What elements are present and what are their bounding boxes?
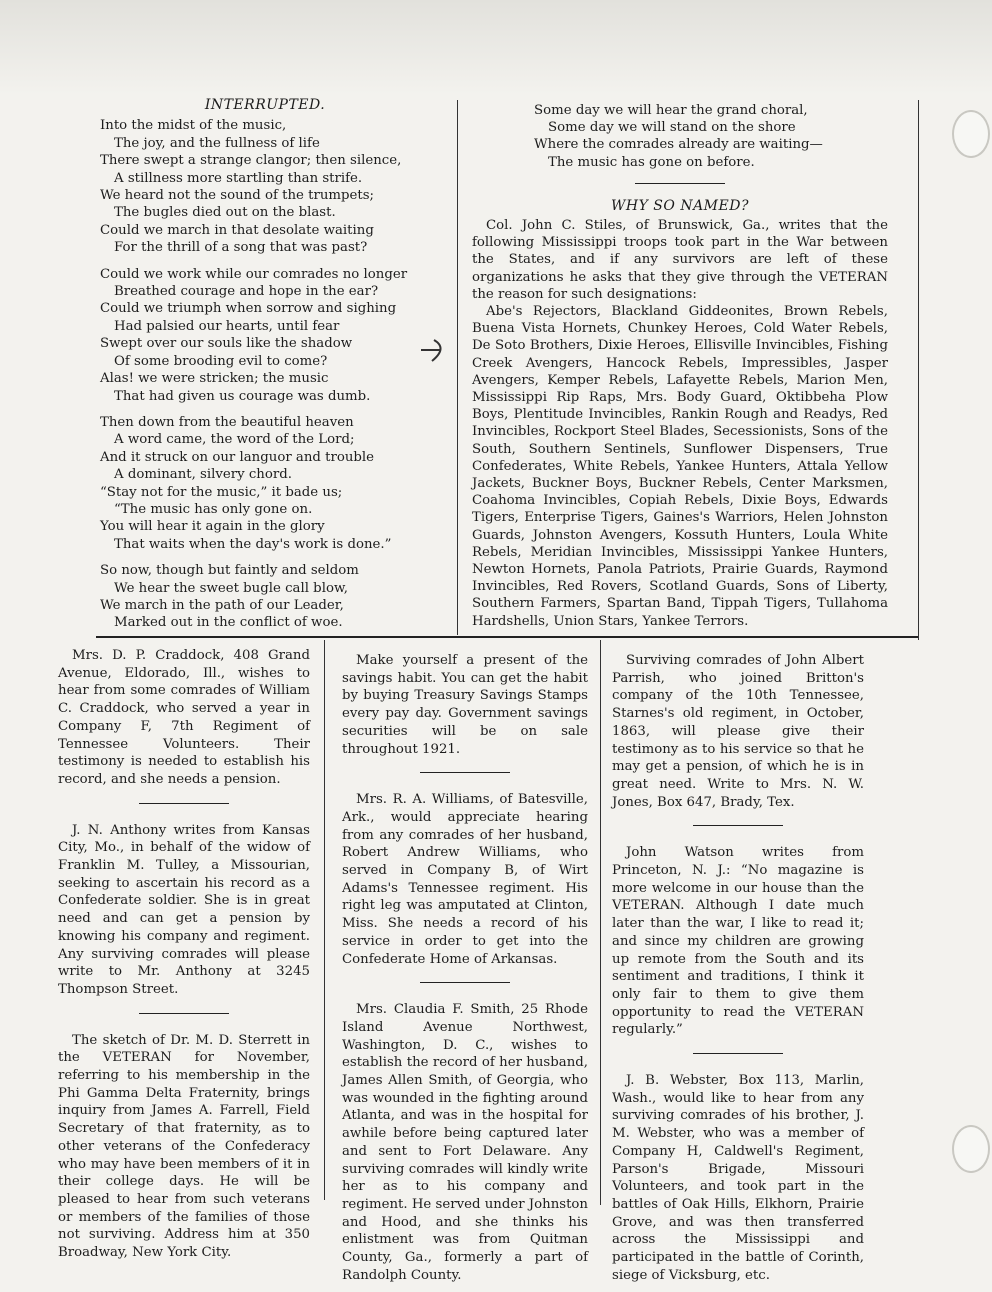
why-so-named-list: Abe's Rejectors, Blackland Giddeonites, Brown Rebels, Buena Vista Hornets, Chunkey Heroes, Cold Water Rebels, De Soto Brothers, Dixie Heroes, Ellisville Invincibles, Fishing Creek Avengers, Hancock Rebels, Impressibles, Jasper Avengers, Kemper Rebels, Lafayette Rebels, Marion Men, Mississippi Rip Raps, Mrs. Body Guard, Oktibbeha Plow Boys, Plentitude Invincibles, Rankin Rough and Readys, Red Invincibles, Rockport Steel Blades, Secessionists, Sons of the South, Southern Sentinels, Sunflower Dispensers, True Confederates, White Rebels, Yankee Hunters, Attala Yellow Jackets, Buckner Boys, Buckner Rebels, Center Marksmen, Coahoma Invincibles, Copiah Rebels, Dixie Boys, Edwards Tigers, Enterprise Tigers, Gaines's Warriors, Helen Johnston Guards, Johnston Avengers, Kossuth Hunters, Loula White Rebels, Meridian Invincibles, Mississippi Yankee Hunters, Newton Hornets, Panola Patriots, Prairie Guards, Raymond Invincibles, Red Rovers, Scotland Guards, Sons of Liberty, Southern Farmers, Spartan Band, Tippah Tigers, Tullahoma Hardshells, Union Stars, Yankee Terrors. — [472, 304, 888, 629]
left-notices-column — [58, 647, 310, 1262]
poem-stanza — [100, 117, 430, 256]
notice-paragraph: Mrs. Claudia F. Smith, 25 Rhode Island Avenue Northwest, Washington, D. C., wishes to establish the record of her husband, James Allen Smith, of Georgia, who was wounded in the fighting around Atlanta, and was in the hospital for awhile before being captured later and sent to Fort Delaware. Any surviving comrades will kindly write her as to his company and regiment. He served under Johnston and Hood, and she thinks his enlistment was from Quitman County, Ga., formerly a part of Randolph County. — [342, 1002, 588, 1283]
section-divider — [96, 636, 918, 638]
notice-paragraph: The sketch of Dr. M. D. Sterrett in the VETERAN for November, referring to his membership in the Phi Gamma Delta Fraternity, brings inquiry from James A. Farrell, Field Secretary of that fraternity, as to other veterans of the Confederacy who may have been members of it in their college days. He will be pleased to hear from such veterans or members of the families of those not surviving. Address him at 350 Broadway, New York City. — [58, 1032, 310, 1261]
poem-line: “Stay not for the music,” it bade us; — [100, 484, 343, 500]
poem-line: Could we march in that desolate waiting — [100, 222, 374, 238]
poem-line: Where the comrades already are waiting— — [534, 137, 823, 153]
poem-line: There swept a strange clangor; then silence, — [100, 153, 402, 169]
notice-divider — [420, 982, 510, 983]
poem-title: INTERRUPTED. — [204, 97, 326, 113]
poem-line: You will hear it again in the glory — [100, 519, 325, 535]
poem-continued — [472, 102, 888, 171]
poem-stanza — [100, 562, 430, 632]
pencil-arrow-mark — [418, 336, 452, 364]
right-column — [472, 102, 888, 630]
poem-line: Some day we will stand on the shore — [548, 120, 796, 136]
poem-stanza — [100, 266, 430, 405]
notice-paragraph: Mrs. D. P. Craddock, 408 Grand Avenue, Eldorado, Ill., wishes to hear from some comrades of William C. Craddock, who served a year in Company F, 7th Regiment of Tennessee Volunteers. Their testimony is needed to establish his record, and she needs a pension. — [58, 648, 310, 787]
poem-stanza — [100, 414, 430, 553]
why-so-named-title: WHY SO NAMED? — [611, 197, 749, 214]
poem-line: The joy, and the fullness of life — [114, 135, 320, 151]
notice-paragraph: Make yourself a present of the savings habit. You can get the habit by buying Treasury Savings Stamps every pay day. Government savings securities will be on sale throughout 1921. — [342, 653, 588, 757]
poem-interrupted — [100, 97, 430, 641]
binder-hole — [952, 110, 990, 158]
poem-line: Then down from the beautiful heaven — [100, 414, 354, 430]
notice-paragraph: J. N. Anthony writes from Kansas City, Mo., in behalf of the widow of Franklin M. Tulley, a Missourian, seeking to ascertain his record as a Confederate soldier. She is in great need and can get a pension by knowing his company and regiment. Any surviving comrades will please write to Mr. Anthony at 3245 Thompson Street. — [58, 822, 310, 997]
notice-paragraph: Surviving comrades of John Albert Parrish, who joined Britton's company of the 10th Tennessee, Starnes's old regiment, in October, 1863, will please give their testimony as to his service so that he may get a pension, of which he is in great need. Write to Mrs. N. W. Jones, Box 647, Brady, Tex. — [612, 653, 864, 810]
notice-paragraph: Mrs. R. A. Williams, of Batesville, Ark., would appreciate hearing from any comrades of her husband, Robert Andrew Williams, who served in Company B, of Wirt Adams's Tennessee regiment. His right leg was amputated at Clinton, Miss. She needs a record of his service in order to get into the Confederate Home of Arkansas. — [342, 792, 588, 967]
poem-line: We hear the sweet bugle call blow, — [114, 580, 348, 596]
page-border-right — [918, 100, 919, 640]
scan-shadow — [0, 0, 992, 95]
poem-line: Had palsied our hearts, until fear — [114, 318, 340, 334]
poem-line: Could we work while our comrades no longer — [100, 266, 408, 282]
poem-line: “The music has only gone on. — [114, 501, 313, 517]
notice-paragraph: J. B. Webster, Box 113, Marlin, Wash., would like to hear from any surviving comrades of his brother, J. M. Webster, who was a member of Company H, Caldwell's Regiment, Parson's Brigade, Missouri Volunteers, and took part in the battles of Oak Hills, Elkhorn, Prairie Grove, and was then transferred across the Mississippi and participated in the battle of Corinth, siege of Vicksburg, etc. — [612, 1073, 864, 1283]
notice-divider — [693, 825, 783, 826]
column-divider — [457, 100, 458, 635]
poem-stanzas — [100, 117, 430, 631]
poem-line: For the thrill of a song that was past? — [114, 240, 368, 256]
why-so-named-intro: Col. John C. Stiles, of Brunswick, Ga., writes that the following Mississippi troops took part in the War between the States, and if any survivors are left of these organizations he asks that they give through the VETERAN the reason for such designations: — [472, 218, 888, 302]
binder-hole — [952, 1125, 990, 1173]
poem-line: That waits when the day's work is done.” — [114, 536, 392, 552]
column-divider — [600, 640, 601, 1205]
poem-line: The bugles died out on the blast. — [114, 205, 336, 221]
poem-line: Could we triumph when sorrow and sighing — [100, 301, 397, 317]
right-notices-column — [612, 652, 864, 1285]
poem-line: Into the midst of the music, — [100, 118, 287, 134]
poem-line: Swept over our souls like the shadow — [100, 336, 353, 352]
section-rule — [635, 183, 725, 184]
notice-divider — [420, 772, 510, 773]
middle-notices-column — [342, 652, 588, 1285]
poem-line: A stillness more startling than strife. — [114, 170, 363, 186]
poem-line: Of some brooding evil to come? — [114, 353, 328, 369]
poem-line: We heard not the sound of the trumpets; — [100, 188, 375, 204]
poem-line: The music has gone on before. — [548, 154, 755, 170]
poem-line: Breathed courage and hope in the ear? — [114, 284, 379, 300]
poem-line: That had given us courage was dumb. — [114, 388, 371, 404]
poem-line: We march in the path of our Leader, — [100, 597, 344, 613]
notice-paragraph: John Watson writes from Princeton, N. J.: “No magazine is more welcome in our house than the VETERAN. Although I date much later than the war, I like to read it; and since my children are growing up remote from the South and its sentiment and traditions, I think it only fair to them to give them opportunity to read the VETERAN regularly.” — [612, 845, 864, 1038]
poem-line: Some day we will hear the grand choral, — [534, 103, 808, 118]
poem-line: So now, though but faintly and seldom — [100, 563, 359, 579]
poem-line: And it struck on our languor and trouble — [100, 449, 375, 465]
notice-divider — [693, 1053, 783, 1054]
notice-divider — [139, 803, 229, 804]
poem-line: Marked out in the conflict of woe. — [114, 615, 343, 631]
poem-line: A word came, the word of the Lord; — [114, 432, 355, 448]
notice-divider — [139, 1013, 229, 1014]
poem-line: Alas! we were stricken; the music — [100, 371, 329, 387]
column-divider — [324, 640, 325, 1200]
poem-line: A dominant, silvery chord. — [114, 467, 292, 483]
